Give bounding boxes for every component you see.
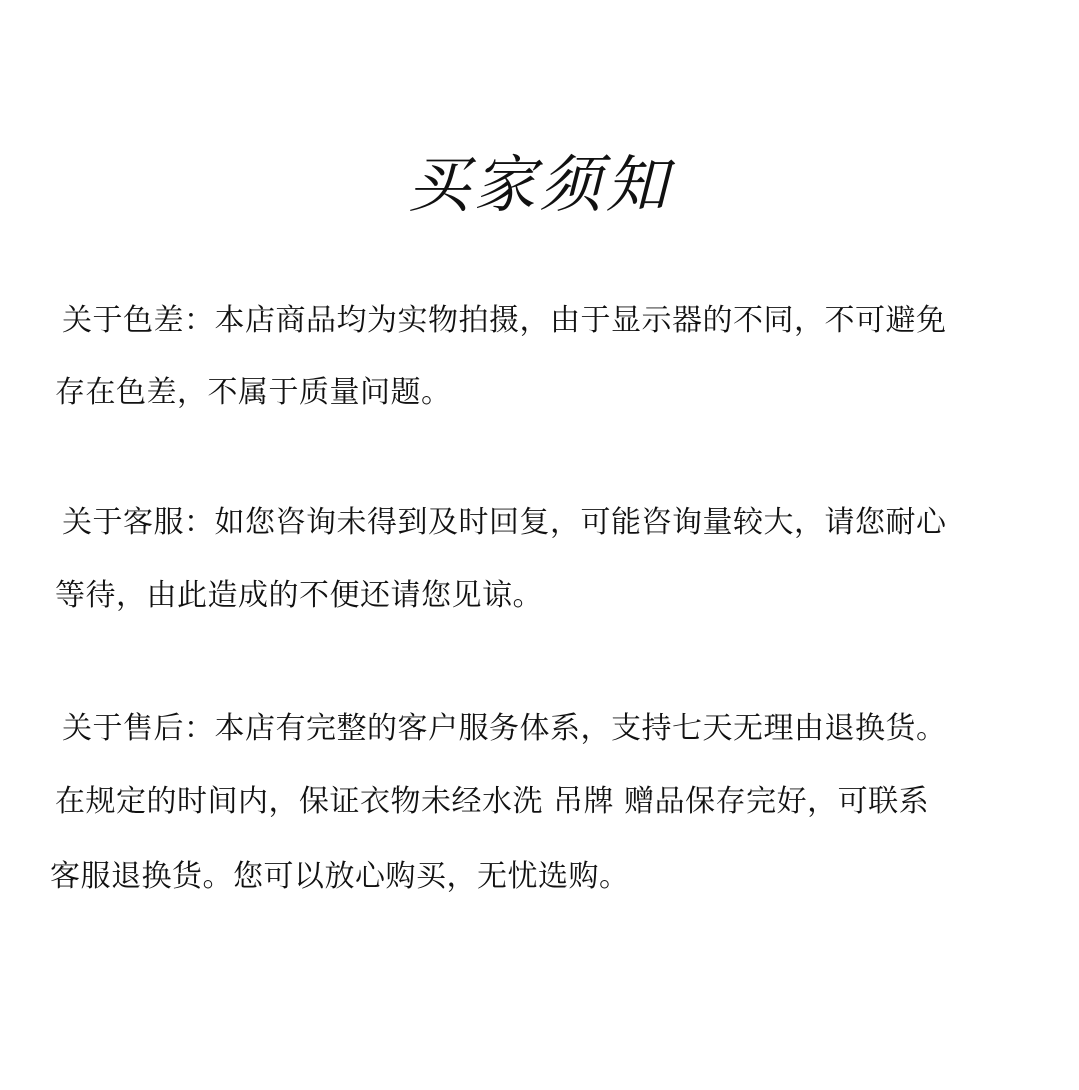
notice-line: 存在色差，不属于质量问题。: [55, 375, 452, 410]
notice-line: 等待，由此造成的不便还请您见谅。: [55, 578, 543, 613]
notice-line: 在规定的时间内，保证衣物未经水洗 吊牌 赠品保存完好，可联系: [55, 784, 930, 819]
notice-title: 买家须知: [407, 148, 672, 221]
notice-line: 关于客服：如您咨询未得到及时回复，可能咨询量较大，请您耐心: [62, 505, 947, 540]
notice-line: 关于色差：本店商品均为实物拍摄，由于显示器的不同，不可避免: [62, 303, 947, 338]
notice-line: 关于售后：本店有完整的客户服务体系，支持七天无理由退换货。: [62, 711, 947, 746]
notice-line: 客服退换货。您可以放心购买，无忧选购。: [50, 859, 630, 894]
